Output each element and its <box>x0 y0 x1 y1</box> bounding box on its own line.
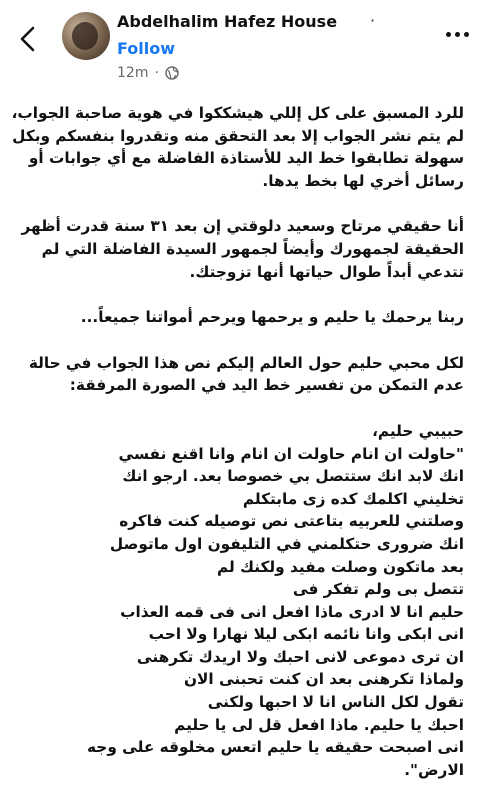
name-separator: · <box>370 11 376 30</box>
post-paragraph-disclaimer: للرد المسبق على كل إللي هيشككوا في هوية صاحبة الجواب، لم يتم نشر الجواب إلا بعد التحقق منه وتقدروا بنفسكم وبكل سهولة تطابقوا خط اليد للأستاذة الفاضلة مع أي جوابات أو رسائل أخري لها بخط يدها. <box>11 104 464 190</box>
letter-line: انى ابكى وانا نائمه ابكى ليلا نهارا ولا احب <box>148 625 464 644</box>
avatar[interactable] <box>62 12 110 60</box>
letter-line: الارض". <box>404 760 464 779</box>
letter-line: حليم انا لا ادرى ماذا افعل انى فى قمه العذاب <box>120 602 464 621</box>
letter-line: انى اصبحت حقيقه يا حليم اتعس مخلوقه على وجه <box>87 738 464 757</box>
more-dots-icon <box>446 32 451 37</box>
letter-line: تتصل بى ولم تفكر فى <box>292 580 464 599</box>
post-paragraph-statement: أنا حقيقي مرتاح وسعيد دلوقتي إن بعد ٣١ سنة قدرت أظهر الحقيقة لجمهورك وأيضاً لجمهور السيدة الفاضلة التي لم تتدعي أبداً طوال حياتها أنها تزوجتك. <box>21 217 464 281</box>
post-meta <box>117 65 179 81</box>
letter-line: انك لابد انك ستتصل بي خصوصا بعد. ارجو انك <box>122 467 464 486</box>
globe-icon[interactable] <box>165 66 179 80</box>
back-button[interactable] <box>14 22 44 56</box>
letter-line: ولماذا تكرهنى بعد ان كنت تحبنى الان <box>183 670 464 689</box>
back-chevron-icon <box>14 22 44 56</box>
post-time[interactable]: 12m <box>117 65 149 81</box>
letter-line: احبك يا حليم. ماذا افعل قل لى يا حليم <box>174 715 464 734</box>
more-options-button[interactable] <box>446 24 474 44</box>
letter-line: حبيبي حليم، <box>372 421 464 440</box>
letter-line: انك ضرورى حتكلمني في التليفون اول ماتوصل <box>109 534 464 553</box>
letter-line: تخليني اكلمك كده زى مابتكلم <box>242 489 464 508</box>
follow-button[interactable]: Follow <box>117 39 176 58</box>
avatar-figure <box>72 22 98 50</box>
post-header <box>0 0 478 84</box>
post-body <box>0 102 478 800</box>
post-paragraph-intro: لكل محبي حليم حول العالم إليكم نص هذا الجواب في حالة عدم التمكن من تفسير خط اليد في الصورة المرفقة: <box>28 353 464 395</box>
author-name[interactable]: Abdelhalim Hafez House <box>117 12 338 31</box>
letter-line: "حاولت ان انام حاولت ان انام وانا اقنع نفسي <box>118 444 464 463</box>
letter-line: وصلتني للعربيه بتاعتى نص توصيله كنت فاكره <box>119 512 464 531</box>
letter-text <box>10 420 464 782</box>
letter-line: ان ترى دموعى لانى احبك ولا اريدك تكرهنى <box>136 647 464 666</box>
post-paragraph-prayer: ربنا يرحمك يا حليم و يرحمها ويرحم أمواتنا جميعاً... <box>80 308 464 327</box>
letter-line: بعد ماتكون وصلت مفيد ولكنك لم <box>216 557 464 576</box>
letter-line: تقول لكل الناس انا لا احبها ولكنى <box>207 693 464 712</box>
meta-separator: · <box>154 65 159 81</box>
